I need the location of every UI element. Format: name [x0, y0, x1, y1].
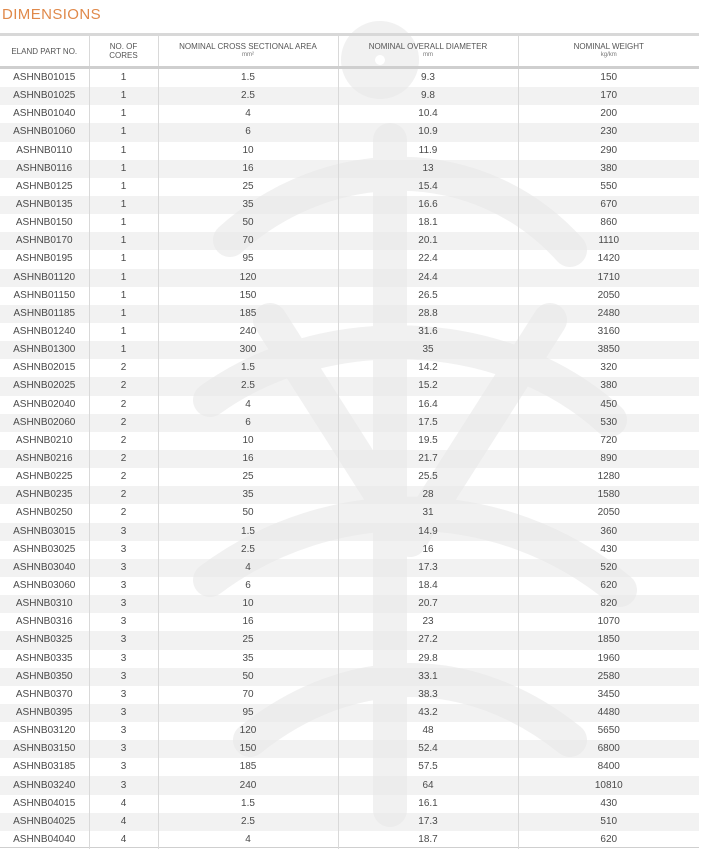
- cell-cores: 1: [89, 250, 158, 268]
- cell-weight: 430: [518, 541, 699, 559]
- cell-cores: 1: [89, 196, 158, 214]
- table-row: [0, 323, 699, 341]
- cell-weight: 720: [518, 432, 699, 450]
- cell-diameter: 64: [338, 776, 518, 794]
- cell-cores: 1: [89, 123, 158, 141]
- cell-weight: 510: [518, 813, 699, 831]
- cell-weight: 3160: [518, 323, 699, 341]
- cell-area: 120: [158, 722, 338, 740]
- cell-diameter: 24.4: [338, 269, 518, 287]
- cell-diameter: 17.5: [338, 414, 518, 432]
- cell-weight: 290: [518, 142, 699, 160]
- cell-area: 10: [158, 142, 338, 160]
- cell-weight: 170: [518, 87, 699, 105]
- cell-diameter: 10.9: [338, 123, 518, 141]
- table-row: [0, 631, 699, 649]
- cell-cores: 2: [89, 377, 158, 395]
- cell-part: ASHNB0125: [15, 180, 73, 192]
- header-weight: NOMINAL WEIGHT kg/km: [518, 36, 699, 68]
- cell-cores: 3: [89, 595, 158, 613]
- cell-weight: 820: [518, 595, 699, 613]
- cell-diameter: 15.2: [338, 377, 518, 395]
- cell-area: 2.5: [158, 377, 338, 395]
- table-row: [0, 232, 699, 250]
- cell-area: 120: [158, 269, 338, 287]
- cell-cores: 1: [89, 287, 158, 305]
- cell-weight: 2050: [518, 504, 699, 522]
- cell-area: 35: [158, 650, 338, 668]
- cell-weight: 10810: [518, 776, 699, 794]
- cell-part: ASHNB04025: [0, 813, 89, 831]
- cell-area: 4: [158, 559, 338, 577]
- table-row: [0, 359, 699, 377]
- cell-cores: 3: [89, 740, 158, 758]
- cell-cores: 1: [89, 269, 158, 287]
- table-row: [0, 613, 699, 631]
- header-area: NOMINAL CROSS SECTIONAL AREA mm²: [158, 36, 338, 68]
- cell-weight: 360: [518, 523, 699, 541]
- cell-area: 1.5: [158, 523, 338, 541]
- cell-part: ASHNB0325: [0, 631, 89, 649]
- cell-cores: 1: [89, 142, 158, 160]
- table-row: [0, 686, 699, 704]
- cell-area: 50: [158, 214, 338, 232]
- cell-weight: 5650: [518, 722, 699, 740]
- cell-part: ASHNB0150: [15, 217, 73, 229]
- cell-area: 10: [158, 595, 338, 613]
- table-row: [0, 160, 699, 178]
- cell-diameter: 18.4: [338, 577, 518, 595]
- cell-weight: 230: [518, 123, 699, 141]
- cell-cores: 1: [89, 160, 158, 178]
- cell-part: ASHNB0310: [0, 595, 89, 613]
- cell-area: 16: [158, 450, 338, 468]
- table-row: [0, 740, 699, 758]
- cell-area: 25: [158, 468, 338, 486]
- table-row: [0, 377, 699, 395]
- cell-diameter: 9.3: [338, 68, 518, 88]
- cell-part: ASHNB02025: [0, 377, 89, 395]
- table-row: [0, 668, 699, 686]
- cell-area: 2.5: [158, 87, 338, 105]
- cell-weight: 2480: [518, 305, 699, 323]
- cell-area: 1.5: [158, 359, 338, 377]
- cell-cores: 3: [89, 523, 158, 541]
- cell-part: ASHNB02015: [13, 362, 76, 374]
- cell-area: 35: [158, 486, 338, 504]
- dimensions-table: [0, 36, 699, 849]
- table-row: [0, 486, 699, 504]
- table-row: [0, 468, 699, 486]
- cell-part: ASHNB04040: [13, 833, 76, 845]
- header-cores: NO. OF CORES: [89, 36, 158, 68]
- cell-diameter: 43.2: [338, 704, 518, 722]
- table-row: [0, 123, 699, 141]
- cell-weight: 1960: [518, 650, 699, 668]
- cell-diameter: 38.3: [338, 686, 518, 704]
- cell-diameter: 11.9: [338, 142, 518, 160]
- table-header-row: [0, 36, 699, 68]
- cell-area: 16: [158, 613, 338, 631]
- cell-weight: 620: [518, 831, 699, 849]
- cell-diameter: 16.6: [338, 196, 518, 214]
- cell-area: 4: [158, 396, 338, 414]
- cell-weight: 550: [518, 178, 699, 196]
- table-row: [0, 414, 699, 432]
- table-row: [0, 504, 699, 522]
- cell-area: 6: [158, 123, 338, 141]
- cell-cores: 3: [89, 541, 158, 559]
- cell-cores: 2: [89, 432, 158, 450]
- page-title: DIMENSIONS: [2, 6, 102, 23]
- cell-diameter: 14.9: [338, 523, 518, 541]
- cell-diameter: 18.7: [338, 831, 518, 849]
- cell-cores: 1: [89, 214, 158, 232]
- cell-cores: 2: [89, 486, 158, 504]
- cell-area: 95: [158, 704, 338, 722]
- cell-part: ASHNB0370: [15, 688, 73, 700]
- cell-area: 4: [158, 831, 338, 849]
- cell-weight: 450: [518, 396, 699, 414]
- cell-part: ASHNB0116: [0, 160, 89, 178]
- cell-weight: 1280: [518, 468, 699, 486]
- table-row: [0, 214, 699, 232]
- cell-weight: 380: [518, 160, 699, 178]
- table-row: [0, 577, 699, 595]
- cell-area: 150: [158, 740, 338, 758]
- cell-weight: 200: [518, 105, 699, 123]
- cell-area: 16: [158, 160, 338, 178]
- cell-part: ASHNB03150: [0, 740, 89, 758]
- cell-weight: 430: [518, 795, 699, 813]
- table-row: [0, 650, 699, 668]
- table-row: [0, 831, 699, 849]
- cell-cores: 2: [89, 414, 158, 432]
- cell-area: 240: [158, 323, 338, 341]
- cell-weight: 670: [518, 196, 699, 214]
- cell-part: ASHNB03060: [13, 580, 76, 591]
- cell-weight: 2580: [518, 668, 699, 686]
- cell-part: ASHNB03185: [13, 761, 76, 773]
- cell-cores: 3: [89, 577, 158, 595]
- cell-area: 185: [158, 758, 338, 776]
- cell-diameter: 20.1: [338, 232, 518, 250]
- table-row: [0, 250, 699, 268]
- cell-area: 2.5: [158, 813, 338, 831]
- cell-weight: 6800: [518, 740, 699, 758]
- cell-weight: 4480: [518, 704, 699, 722]
- cell-weight: 1420: [518, 250, 699, 268]
- table-row: [0, 269, 699, 287]
- table-row: [0, 813, 699, 831]
- cell-cores: 3: [89, 631, 158, 649]
- cell-weight: 2050: [518, 287, 699, 305]
- cell-part: ASHNB01040: [13, 108, 76, 120]
- cell-diameter: 10.4: [338, 105, 518, 123]
- table-row: [0, 541, 699, 559]
- cell-cores: 3: [89, 650, 158, 668]
- cell-part: ASHNB0135: [0, 196, 89, 214]
- table-row: [0, 196, 699, 214]
- table-row: [0, 341, 699, 359]
- cell-area: 2.5: [158, 541, 338, 559]
- cell-part: ASHNB04015: [13, 797, 76, 809]
- cell-area: 150: [158, 287, 338, 305]
- cell-diameter: 17.3: [338, 813, 518, 831]
- cell-part: ASHNB02040: [13, 398, 76, 410]
- cell-area: 240: [158, 776, 338, 794]
- header-part-no: ELAND PART NO.: [0, 36, 89, 68]
- cell-weight: 1580: [518, 486, 699, 504]
- cell-area: 185: [158, 305, 338, 323]
- cell-part: ASHNB01150: [13, 289, 76, 301]
- cell-cores: 1: [89, 232, 158, 250]
- cell-cores: 3: [89, 704, 158, 722]
- cell-part: ASHNB0216: [0, 450, 89, 468]
- cell-part: ASHNB03015: [0, 523, 89, 541]
- cell-cores: 3: [89, 776, 158, 794]
- cell-diameter: 20.7: [338, 595, 518, 613]
- cell-weight: 520: [518, 559, 699, 577]
- cell-area: 1.5: [158, 795, 338, 813]
- cell-cores: 3: [89, 559, 158, 577]
- cell-area: 25: [158, 178, 338, 196]
- table-row: [0, 795, 699, 813]
- cell-cores: 1: [89, 341, 158, 359]
- cell-weight: 1110: [518, 232, 699, 250]
- cell-part: ASHNB01025: [0, 87, 89, 105]
- table-row: [0, 396, 699, 414]
- cell-cores: 1: [89, 105, 158, 123]
- cell-area: 50: [158, 668, 338, 686]
- cell-diameter: 35: [338, 341, 518, 359]
- cell-diameter: 23: [338, 613, 518, 631]
- table-row: [0, 178, 699, 196]
- cell-cores: 3: [89, 758, 158, 776]
- cell-weight: 530: [518, 414, 699, 432]
- cell-cores: 2: [89, 504, 158, 522]
- cell-diameter: 16.1: [338, 795, 518, 813]
- table-row: [0, 305, 699, 323]
- cell-part: ASHNB03120: [13, 725, 76, 737]
- cell-diameter: 15.4: [338, 178, 518, 196]
- table-row: [0, 450, 699, 468]
- cell-area: 25: [158, 631, 338, 649]
- cell-part: ASHNB0235: [0, 486, 89, 504]
- cell-cores: 1: [89, 178, 158, 196]
- cell-diameter: 28: [338, 486, 518, 504]
- cell-part: ASHNB01185: [0, 305, 89, 323]
- cell-part: ASHNB03025: [13, 543, 76, 555]
- table-row: [0, 704, 699, 722]
- cell-weight: 620: [518, 577, 699, 595]
- cell-part: ASHNB0170: [0, 232, 89, 250]
- cell-diameter: 25.5: [338, 468, 518, 486]
- table-row: [0, 595, 699, 613]
- cell-area: 50: [158, 504, 338, 522]
- cell-cores: 2: [89, 468, 158, 486]
- cell-diameter: 29.8: [338, 650, 518, 668]
- cell-weight: 890: [518, 450, 699, 468]
- cell-cores: 1: [89, 323, 158, 341]
- cell-diameter: 19.5: [338, 432, 518, 450]
- cell-diameter: 57.5: [338, 758, 518, 776]
- cell-part: ASHNB02060: [0, 414, 89, 432]
- cell-part: ASHNB01015: [13, 72, 76, 84]
- cell-weight: 150: [518, 68, 699, 88]
- cell-weight: 1070: [518, 613, 699, 631]
- cell-part: ASHNB03040: [0, 559, 89, 577]
- cell-cores: 1: [89, 68, 158, 88]
- cell-area: 95: [158, 250, 338, 268]
- table-row: [0, 758, 699, 776]
- cell-cores: 3: [89, 686, 158, 704]
- table-row: [0, 287, 699, 305]
- cell-part: ASHNB0110: [16, 144, 73, 156]
- cell-part: ASHNB0395: [0, 704, 89, 722]
- cell-area: 300: [158, 341, 338, 359]
- table-row: [0, 523, 699, 541]
- cell-diameter: 18.1: [338, 214, 518, 232]
- cell-cores: 2: [89, 450, 158, 468]
- cell-weight: 3850: [518, 341, 699, 359]
- table-row: [0, 142, 699, 160]
- cell-diameter: 28.8: [338, 305, 518, 323]
- cell-part: ASHNB01060: [0, 123, 89, 141]
- cell-diameter: 33.1: [338, 668, 518, 686]
- cell-diameter: 31: [338, 504, 518, 522]
- cell-weight: 860: [518, 214, 699, 232]
- cell-cores: 4: [89, 813, 158, 831]
- cell-diameter: 9.8: [338, 87, 518, 105]
- cell-diameter: 48: [338, 722, 518, 740]
- cell-diameter: 27.2: [338, 631, 518, 649]
- cell-area: 6: [158, 414, 338, 432]
- cell-weight: 1850: [518, 631, 699, 649]
- cell-cores: 1: [89, 87, 158, 105]
- table-row: [0, 68, 699, 88]
- cell-weight: 380: [518, 377, 699, 395]
- cell-part: ASHNB0316: [15, 616, 73, 628]
- cell-part: ASHNB03240: [0, 776, 89, 794]
- cell-diameter: 16: [338, 541, 518, 559]
- cell-diameter: 17.3: [338, 559, 518, 577]
- table-row: [0, 87, 699, 105]
- cell-diameter: 31.6: [338, 323, 518, 341]
- cell-area: 70: [158, 232, 338, 250]
- cell-cores: 1: [89, 305, 158, 323]
- cell-cores: 3: [89, 722, 158, 740]
- header-weight-unit: kg/km: [600, 52, 617, 58]
- cell-diameter: 26.5: [338, 287, 518, 305]
- cell-diameter: 21.7: [338, 450, 518, 468]
- cell-area: 35: [158, 196, 338, 214]
- cell-area: 10: [158, 432, 338, 450]
- cell-weight: 320: [518, 359, 699, 377]
- cell-area: 4: [158, 105, 338, 123]
- table-row: [0, 776, 699, 794]
- table-row: [0, 722, 699, 740]
- cell-part: ASHNB0225: [15, 471, 73, 483]
- cell-area: 70: [158, 686, 338, 704]
- cell-diameter: 13: [338, 160, 518, 178]
- table-body: [0, 68, 699, 850]
- cell-area: 6: [158, 577, 338, 595]
- cell-part: ASHNB0210: [15, 434, 73, 446]
- cell-weight: 3450: [518, 686, 699, 704]
- cell-cores: 3: [89, 613, 158, 631]
- cell-cores: 4: [89, 795, 158, 813]
- header-diameter-unit: mm: [423, 52, 433, 58]
- cell-diameter: 22.4: [338, 250, 518, 268]
- cell-cores: 2: [89, 359, 158, 377]
- table-row: [0, 559, 699, 577]
- cell-cores: 3: [89, 668, 158, 686]
- cell-part: ASHNB0350: [0, 668, 89, 686]
- cell-cores: 2: [89, 396, 158, 414]
- table-row: [0, 432, 699, 450]
- cell-part: ASHNB0195: [15, 253, 73, 265]
- table-row: [0, 105, 699, 123]
- cell-weight: 1710: [518, 269, 699, 287]
- cell-part: ASHNB01300: [0, 341, 89, 359]
- cell-part: ASHNB0250: [15, 507, 73, 519]
- cell-part: ASHNB01240: [13, 326, 76, 338]
- cell-part: ASHNB0335: [15, 652, 73, 664]
- header-area-unit: mm²: [242, 52, 254, 58]
- cell-diameter: 14.2: [338, 359, 518, 377]
- cell-weight: 8400: [518, 758, 699, 776]
- header-diameter: NOMINAL OVERALL DIAMETER mm: [338, 36, 518, 68]
- cell-area: 1.5: [158, 68, 338, 88]
- cell-part: ASHNB01120: [0, 269, 89, 287]
- cell-cores: 4: [89, 831, 158, 849]
- cell-diameter: 52.4: [338, 740, 518, 758]
- cell-diameter: 16.4: [338, 396, 518, 414]
